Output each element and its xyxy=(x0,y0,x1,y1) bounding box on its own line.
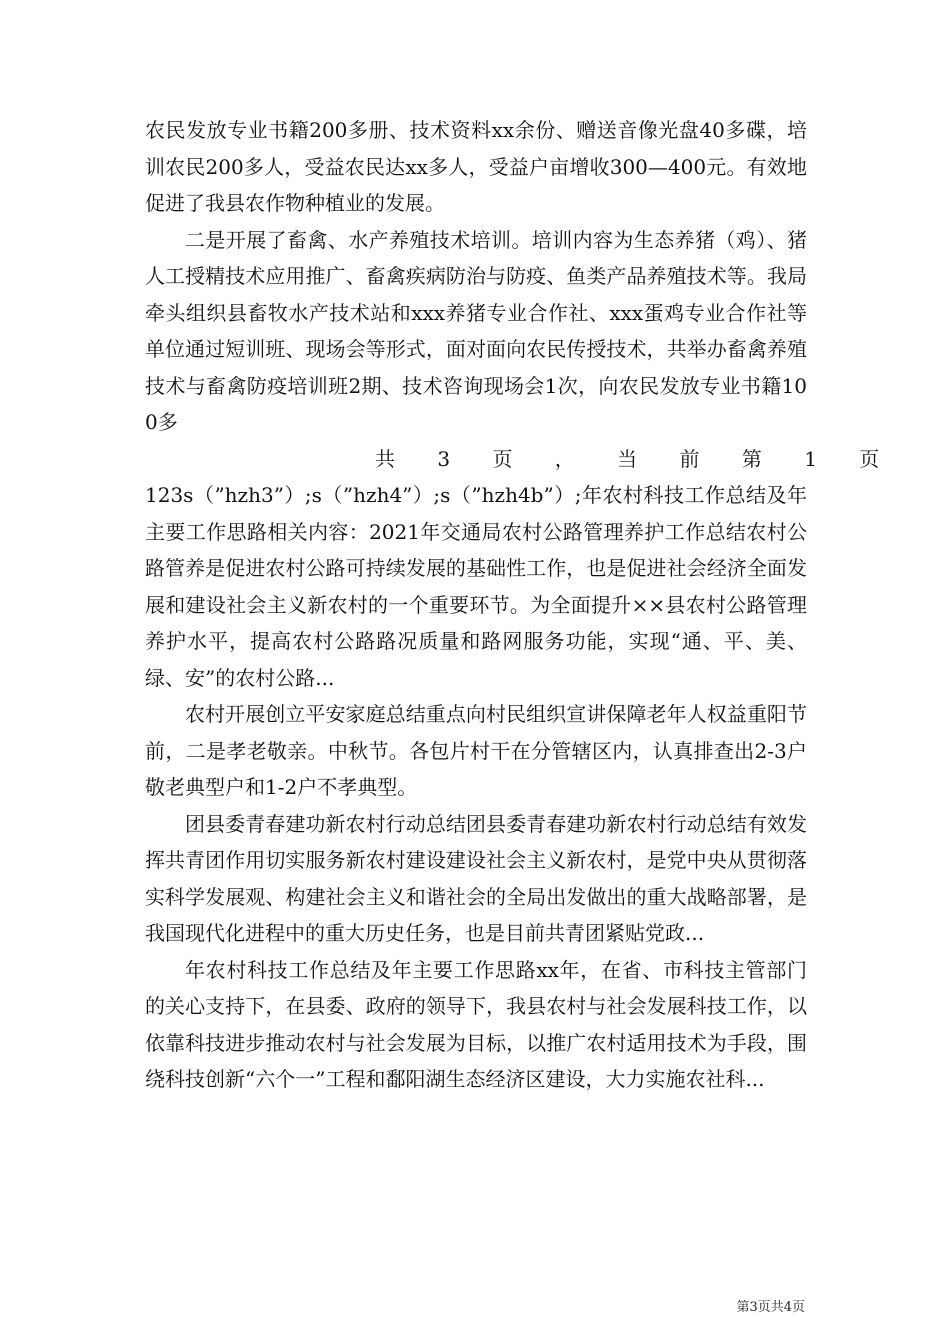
paragraph-livestock-training: 二是开展了畜禽、水产养殖技术培训。培训内容为生态养猪（鸡）、猪人工授精技术应用推广、畜禽疾病防治与防疫、鱼类产品养殖技术等。我局牵头组织县畜牧水产技术站和xxx养猪专业合作社、xxx蛋鸡专业合作社等单位通过短训班、现场会等形式，面对面向农民传授技术，共举办畜禽养殖技术与畜禽防疫培训班2期、技术咨询现场会1次，向农民发放专业书籍100多 xyxy=(145,227,807,434)
related-item-rural-tech: 年农村科技工作总结及年主要工作思路xx年，在省、市科技主管部门的关心支持下，在县委、政府的领导下，我县农村与社会发展科技工作，以依靠科技进步推动农村与社会发展为目标，以推广农村适用技术为手段，围绕科技创新“六个一”工程和鄱阳湖生态经济区建设，大力实施农社科... xyxy=(145,957,807,1091)
related-item-youth-league: 团县委青春建功新农村行动总结团县委青春建功新农村行动总结有效发挥共青团作用切实服务新农村建设建设社会主义新农村，是党中央从贯彻落实科学发展观、构建社会主义和谐社会的全局出发做出的重大战略部署，是我国现代化进程中的重大历史任务，也是目前共青团紧贴党政... xyxy=(145,811,807,945)
document-body xyxy=(145,112,898,1098)
related-item-safe-family: 农村开展创立平安家庭总结重点向村民组织宣讲保障老年人权益重阳节前，二是孝老敬亲。中秋节。各包片村干在分管辖区内，认真排查出2-3户敬老典型户和1-2户不孝典型。 xyxy=(145,702,807,799)
related-content-intro: 123s（”hzh3”）;s（”hzh4”）;s（”hzh4b”）;年农村科技工作总结及年主要工作思路相关内容：2021年交通局农村公路管理养护工作总结农村公路管养是促进农村公路可持续发展的基础性工作，也是促进社会经济全面发展和建设社会主义新农村的一个重要环节。为全面提升××县农村公路管理养护水平，提高农村公路路况质量和路网服务功能，实现“通、平、美、绿、安”的农村公路... xyxy=(145,483,807,690)
page-counter: 共 3 页 ， 当 前 第 1 页 xyxy=(375,446,898,471)
page-footer: 第3页共4页 xyxy=(736,1300,805,1315)
paragraph-continuation: 农民发放专业书籍200多册、技术资料xx余份、赠送音像光盘40多碟，培训农民200多人，受益农民达xx多人，受益户亩增收300—400元。有效地促进了我县农作物种植业的发展。 xyxy=(145,118,807,215)
